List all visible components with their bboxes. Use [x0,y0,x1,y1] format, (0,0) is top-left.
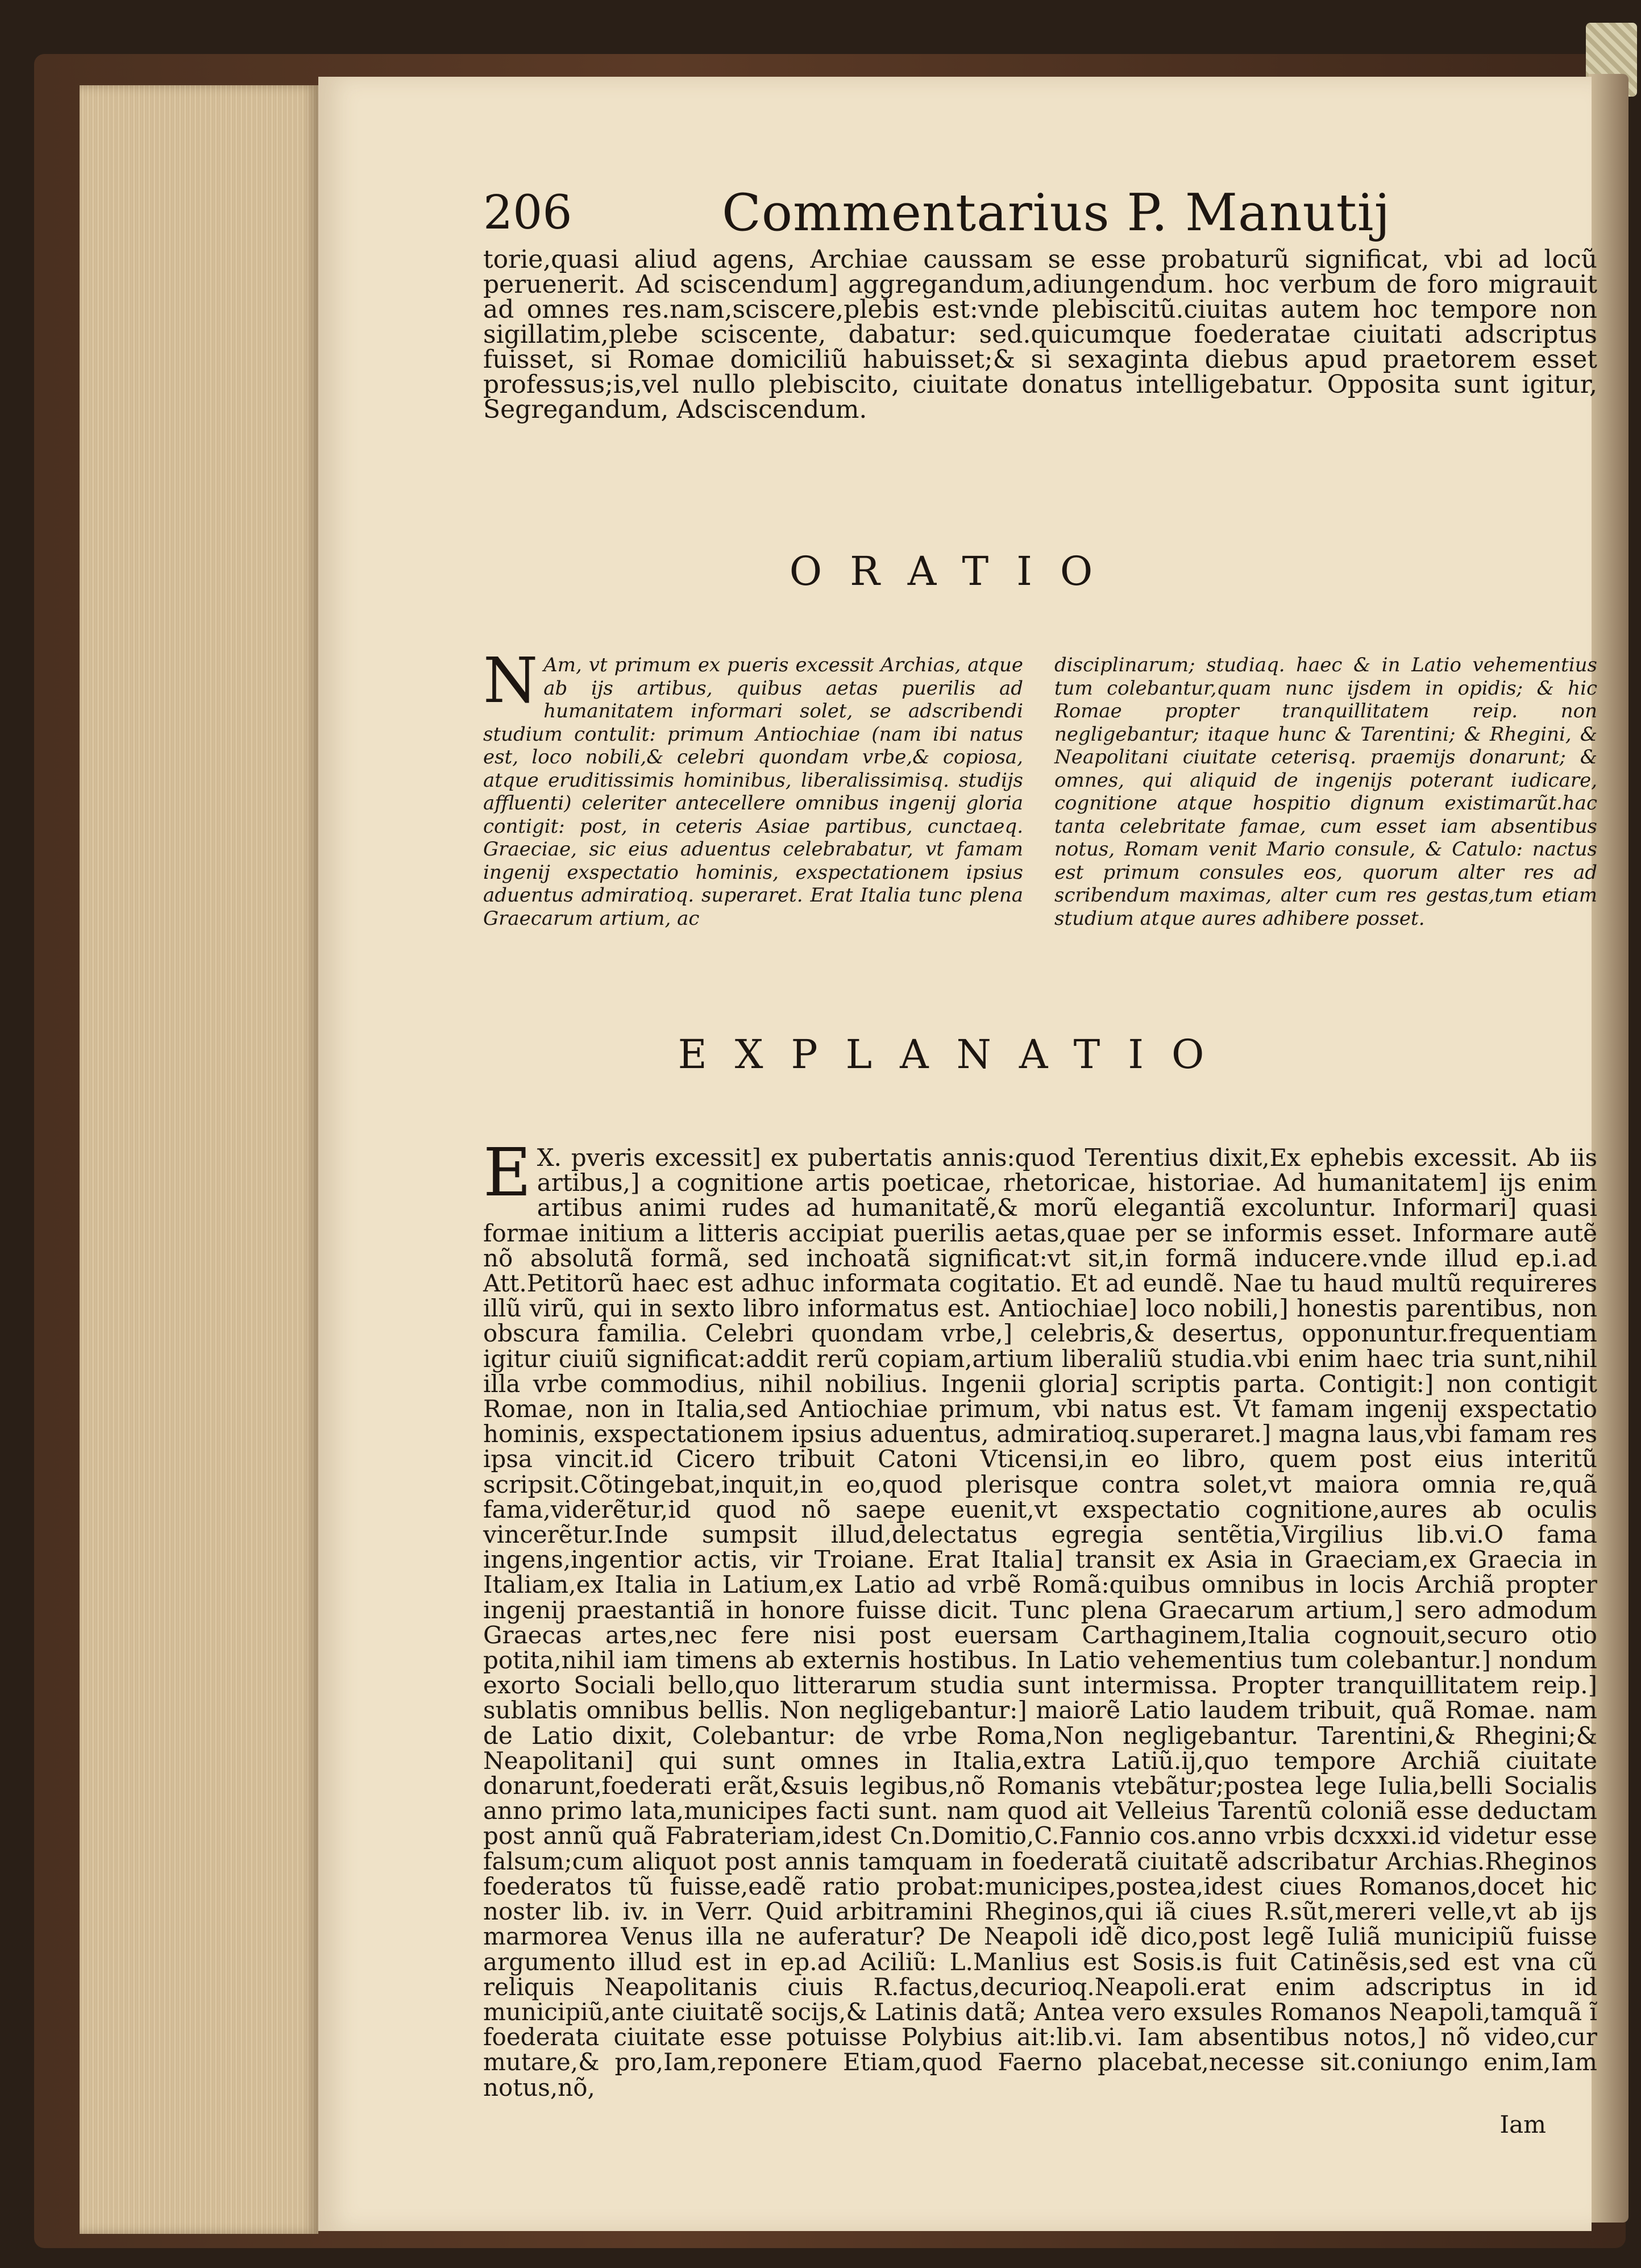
running-head: Commentarius P. Manutij [722,183,1391,243]
oratio-right-column: disciplinarum; studiaq. haec & in Latio vehementius tum colebantur,quam nunc ijsdem in opidis; & hic Romae propter tranquillitatem reip. non negligebantur; itaque hunc & Tarentini; & Rhegini, & Neapolitani ciuitate ceterisq. praemijs donarunt; & omnes, qui aliquid de ingenijs poterant iudicare, cognitione atque hospitio dignum existimarũt.hac tanta celebritate famae, cum esset iam absentibus notus, Romam venit Mario consule, & Catulo: nactus est primum consules eos, quorum alter res ad scribendum maximas, alter cum res gestas,tum etiam studium atque aures adhibere posset. [1054,654,1597,930]
explanatio-paragraph [483,1135,1597,2101]
oratio-heading: ORATIO [789,548,1121,595]
book-page [318,77,1597,2231]
explanatio-heading: EXPLANATIO [678,1031,1232,1078]
catchword: Iam [1499,2111,1546,2138]
explanatio-text: X. pveris excessit] ex pubertatis annis:quod Terentius dixit,Ex ephebis excessit. Ab iis artibus,] a cognitione artis poeticae, rhetoricae, historiae. Ad humanitatem] ijs enim artibus animi rudes ad humanitatẽ,& morũ elegantiã excoluntur. Informari] quasi formae initium a litteris accipiat puerilis aetas,quae per se informis esset. Informare autẽ nõ absolutã formã, sed inchoatã significat:vt sit,in formã inducere.vnde illud ep.i.ad Att.Petitorũ haec est adhuc informata cogitatio. Et ad eundẽ. Nae tu haud multũ requireres illũ virũ, qui in sexto libro informatus est. Antiochiae] loco nobili,] honestis parentibus, non obscura familia. Celebri quondam vrbe,] celebris,& desertus, opponuntur.frequentiam igitur ciuiũ significat:addit rerũ copiam,artium liberaliũ studia.vbi enim haec tria sunt,nihil illa vrbe commodius, nihil nobilius. Ingenii gloria] scriptis parta. Contigit:] non contigit Romae, non in Italia,sed Antiochiae primum, vbi natus est. Vt famam ingenij exspectatio hominis, exspectationem ipsius aduentus, admiratioq.superaret.] magna laus,vbi famam res ipsa vincit.id Cicero tribuit Catoni Vticensi,in eo libro, quem post eius interitũ scripsit.Cõtingebat,inquit,in eo,quod plerisque contra solet,vt maiora omnia re,quã fama,viderẽtur,id quod nõ saepe euenit,vt exspectatio cognitione,aures ab oculis vincerẽtur.Inde sumpsit illud,delectatus egregia sentẽtia,Virgilius lib.vi.O fama ingens,ingentior actis, vir Troiane. Erat Italia] transit ex Asia in Graeciam,ex Graecia in Italiam,ex Italia in Latium,ex Latio ad vrbẽ Romã:quibus omnibus in locis Archiã propter ingenij praestantiã in honore fuisse dicit. Tunc plena Graecarum artium,] sero admodum Graecas artes,nec fere nisi post euersam Carthaginem,Italia cognouit,securo otio potita,nihil iam timens ab externis hostibus. In Latio vehementius tum colebantur.] nondum exorto Sociali bello,quo litterarum studia sunt intermissa. Propter tranquillitatem reip.] sublatis omnibus bellis. Non negligebantur:] maiorẽ Latio laudem tribuit, quã Romae. nam de Latio dixit, Colebantur: de vrbe Roma,Non negligebantur. Tarentini,& Rhegini;& Neapolitani] qui sunt omnes in Italia,extra Latiũ.ij,quo tempore Archiã ciuitate donarunt,foederati erãt,&suis legibus,nõ Romanis vtebãtur;postea lege Iulia,belli Socialis anno primo lata,municipes facti sunt. nam quod ait Velleius Tarentũ coloniã esse deductam post annũ quã Fabrateriam,idest Cn.Domitio,C.Fannio cos.anno vrbis dcxxxi.id videtur esse falsum;cum aliquot post annis tamquam in foederatã ciuitatẽ adscribatur Archias.Rheginos foederatos tũ fuisse,eadẽ ratio probat:municipes,postea,idest ciues Romanos,docet hic noster lib. iv. in Verr. Quid arbitramini Rheginos,qui iã ciues R.sũt,mereri velle,vt ab ijs marmorea Venus illa ne auferatur? De Neapoli idẽ dico,post legẽ Iuliã municipiũ fuisse argumento illud est in ep.ad Aciliũ: L.Manlius est Sosis.is fuit Catinẽsis,sed est vna cũ reliquis Neapolitanis ciuis R.factus,decurioq.Neapoli.erat enim adscriptus in id municipiũ,ante ciuitatẽ socijs,& Latinis datã; Antea vero exsules Romanos Neapoli,tamquã ĩ foederata ciuitate esse potuisse Polybius ait:lib.vi. Iam absentibus notos,] nõ video,cur mutare,& pro,Iam,reponere Etiam,quod Faerno placebat,necesse sit.coniungo enim,Iam notus,nõ, [483,1144,1597,2101]
explanatio-dropcap: E [483,1135,531,1211]
page-edges [80,85,318,2234]
oratio-left-column [483,644,1023,930]
page-header [483,176,1563,250]
top-paragraph: torie,quasi aliud agens, Archiae caussam se esse probaturũ significat, vbi ad locũ peruenerit. Ad sciscendum] aggregandum,adiungendum. hoc verbum de foro migrauit ad omnes res.nam,sciscere,plebis est:vnde plebiscitũ.ciuitas autem hoc tempore non sigillatim,plebe sciscente, dabatur: sed.quicumque foederatae ciuitati adscriptus fuisset, si Romae domiciliũ habuisset;& si sexaginta diebus apud praetorem esset professus;is,vel nullo plebiscito, ciuitate donatus intelligebatur. Opposita sunt igitur, Segregandum, Adsciscendum. [483,245,1597,424]
oratio-left-text: Am, vt primum ex pueris excessit Archias, atque ab ijs artibus, quibus aetas puerilis ad humanitatem informari solet, se adscribendi studium contulit: primum Antiochiae (nam ibi natus est, loco nobili,& celebri quondam vrbe,& copiosa, atque eruditissimis hominibus, liberalissimisq. studijs affluenti) celeriter antecellere omnibus ingenij gloria contigit: post, in ceteris Asiae partibus, cunctaeq. Graeciae, sic eius aduentus celebrabatur, vt famam ingenij exspectatio hominis, exspectationem ipsius aduentus admiratioq. superaret. Erat Italia tunc plena Graecarum artium, ac [483,654,1023,930]
page-number: 206 [483,186,572,240]
oratio-dropcap: N [483,644,538,717]
